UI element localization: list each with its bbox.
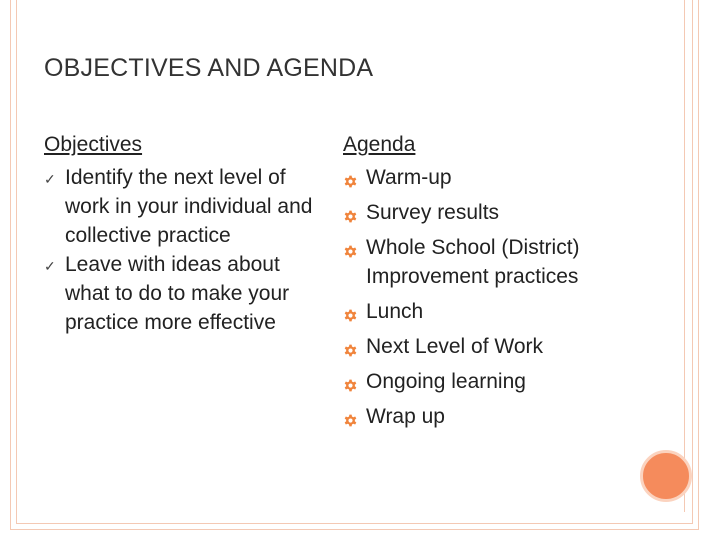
agenda-text: Wrap up [366,405,445,428]
gear-icon [343,168,358,183]
agenda-text: Next Level of Work [366,335,544,358]
gear-icon [343,302,358,317]
checkmark-icon: ✓ [44,258,56,274]
agenda-item [343,198,663,227]
slide-side-rail [684,0,693,512]
gear-icon [343,203,358,218]
checkmark-icon: ✓ [44,171,56,187]
agenda-text: Survey results [366,201,500,224]
slide-title: OBJECTIVES AND AGENDA [44,54,374,82]
agenda-item [343,163,663,192]
gear-icon [343,238,358,253]
agenda-text: Warm-up [366,166,452,189]
objective-item [44,250,329,337]
gear-icon [343,337,358,352]
agenda-item [343,332,663,361]
agenda-item [343,402,663,431]
agenda-list [343,163,663,431]
agenda-text: Ongoing learning [366,370,526,393]
objective-text: Identify the next level of work in your individual and collective practice [65,166,313,247]
gear-icon [343,372,358,387]
agenda-heading: Agenda [343,133,416,156]
objectives-list [44,163,329,337]
objective-text: Leave with ideas about what to do to make your practice more effective [65,253,290,334]
agenda-item [343,233,663,291]
objectives-column [44,130,329,337]
agenda-item [343,367,663,396]
objective-item [44,163,329,250]
objectives-heading: Objectives [44,133,143,156]
decorative-circle [640,450,692,502]
agenda-text: Whole School (District) Improvement practices [366,236,580,288]
agenda-column [343,130,663,437]
agenda-text: Lunch [366,300,424,323]
agenda-item [343,297,663,326]
gear-icon [343,407,358,422]
